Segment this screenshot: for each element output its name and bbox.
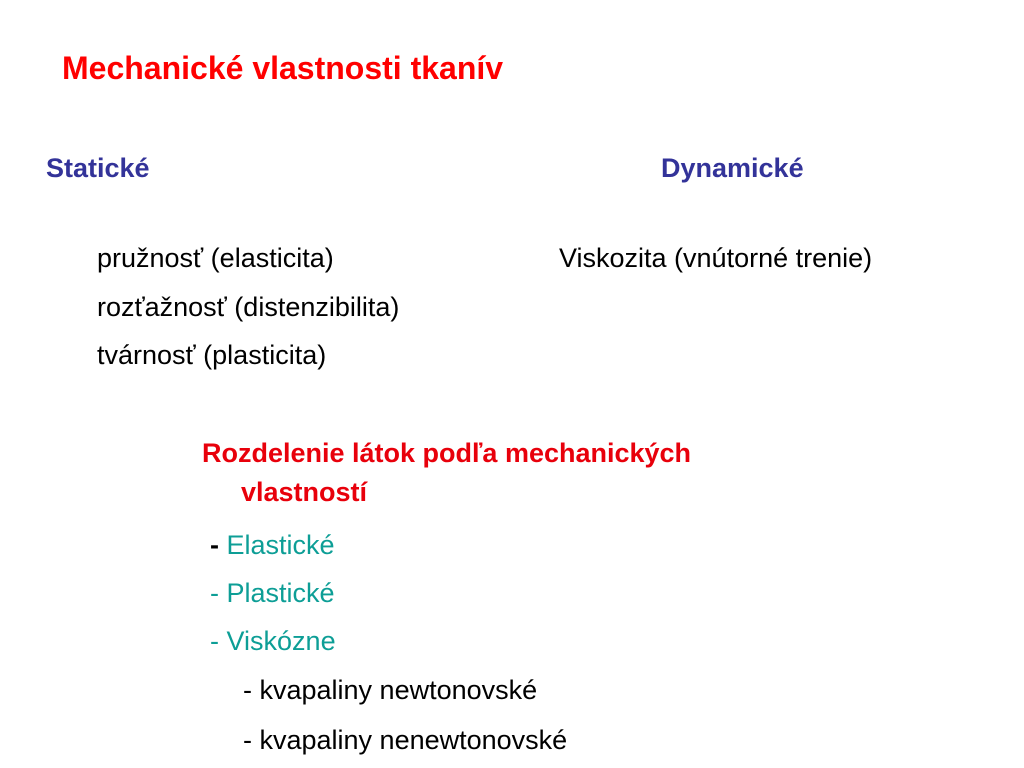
type-dash: - — [210, 578, 219, 608]
type-dash: - — [210, 626, 219, 656]
static-item-distensibility: rozťažnosť (distenzibilita) — [97, 292, 400, 322]
static-item-plasticity: tvárnosť (plasticita) — [97, 340, 327, 370]
subtype-non-newtonian: - kvapaliny nenewtonovské — [243, 725, 568, 755]
static-item-elasticity: pružnosť (elasticita) — [97, 243, 334, 273]
type-elastic-label: Elastické — [226, 530, 335, 560]
type-plastic-label: Plastické — [226, 578, 335, 608]
type-dash: - — [210, 530, 219, 560]
classification-heading-line1: Rozdelenie látok podľa mechanických — [202, 438, 692, 468]
slide-title: Mechanické vlastnosti tkanív — [62, 50, 504, 86]
dynamic-heading: Dynamické — [661, 153, 804, 183]
type-viscous — [210, 626, 336, 657]
type-viscous-label: Viskózne — [226, 626, 336, 656]
type-elastic — [210, 530, 335, 561]
subtype-newtonian: - kvapaliny newtonovské — [243, 675, 538, 705]
dynamic-item-viscosity: Viskozita (vnútorné trenie) — [559, 243, 873, 273]
classification-heading-line2: vlastností — [241, 477, 368, 507]
type-plastic — [210, 578, 335, 609]
static-heading: Statické — [46, 153, 150, 183]
